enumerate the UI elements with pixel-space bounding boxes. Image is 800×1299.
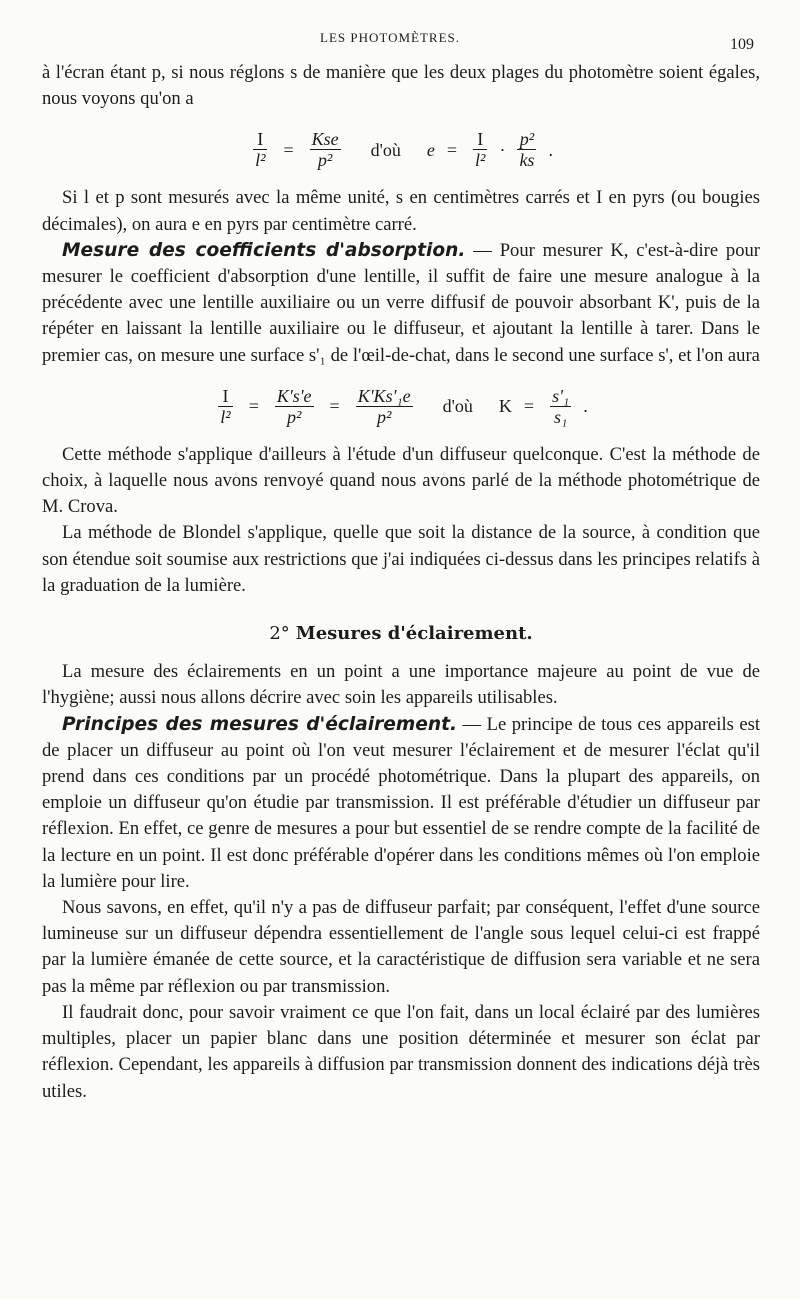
paragraph-9: Il faudrait donc, pour savoir vraiment ce que l'on fait, dans un local éclairé par des lumières multiples, placer un papier blanc dans une position déterminée et mesurer son éclat par réflexion. Cependant, les appareils à diffusion par transmission donnent des indications déjà très utiles. [42, 1001, 760, 1102]
formula-word: d'où [370, 139, 401, 160]
paragraph-4: Cette méthode s'applique d'ailleurs à l'étude d'un diffuseur quelconque. C'est la méthode de choix, à laquelle nous avons renvoyé quand nous avons parlé de la méthode photométrique de M. Crova. [42, 443, 760, 518]
running-title: LES PHOTOMÈTRES. [320, 30, 460, 45]
fraction-i-over-l2: $\frac{I}{\text{l²}}$ [255, 129, 266, 171]
formula-1: $\frac{I}{\text{l²}}$ = $\frac{\text{Kse}}{\text{p²}}$ d'où e = $\frac{I}{\text{l²}}$ · $\frac{\text{p²}}{ks}$ . [255, 129, 553, 171]
paragraph-5: La méthode de Blondel s'applique, quelle que soit la distance de la source, à condition que son étendue soit soumise aux restrictions que j'ai indiquées ci-dessus dans les principes relatifs à la graduation de la lumière. [42, 522, 760, 596]
fraction-p2-over-ks: $\frac{\text{p²}}{ks}$ [519, 129, 535, 171]
paragraph-3: Mesure des coefficients d'absorption. — Pour mesurer K, c'est-à-dire pour mesurer le coefficient d'absorption d'une lentille, il suffit de faire une mesure analogue à la précédente avec une lentille auxiliaire ou un verre diffusif de pouvoir absorbant K', puis de la répéter en laissant la lentille auxiliaire ou le diffuseur, et ajoutant la lentille à tarer. Dans le premier cas, on mesure une surface s'₁ de l'œil-de-chat, dans le second une surface s', et l'on aura [42, 239, 760, 366]
formula-2: $\frac{I}{\text{l²}}$ = $\frac{K's'e}{\text{p²}}$ = $\frac{\text{K'Ks'₁e}}{\text{p²}}$ d'où K = $\frac{\text{s'₁}}{\text{s₁}}$ . [220, 385, 588, 427]
fraction-i-over-l2-b: $\frac{I}{\text{l²}}$ [475, 129, 486, 171]
paragraph-7: Principes des mesures d'éclairement. — Le principe de tous ces appareils est de placer un diffuseur au point où l'on veut mesurer l'éclairement et de mesurer l'éclat qu'il prend dans ces conditions par un procédé photométrique. Dans la plupart des appareils, on emploie un diffuseur qu'on étudie par transmission. Il est préférable d'étudier un diffuseur par réflexion. En effet, ce genre de mesures a pour but essentiel de se rendre compte de la facilité de la lecture en un point. Il est donc préférable d'opérer dans les conditions mêmes où l'on emploie la lumière pour lire. [42, 713, 760, 892]
paragraph-1: à l'écran étant p, si nous réglons s de manière que les deux plages du photomètre soient égales, nous voyons qu'on a [42, 62, 760, 110]
fraction-kse-over-p2: $\frac{\text{Kse}}{\text{p²}}$ [311, 129, 339, 171]
paragraph-6: La mesure des éclairements en un point a une importance majeure au point de vue de l'hygiène; aussi nous allons décrire avec soin les appareils utilisables. [42, 661, 760, 709]
section-title: 2° Mesures d'éclairement. [269, 623, 533, 645]
page-number: 109 [730, 36, 754, 53]
heading-principes: Principes des mesures d'éclairement. [62, 713, 458, 735]
page-header [0, 22, 800, 53]
heading-absorption: Mesure des coefficients d'absorption. [62, 239, 466, 261]
page-body [42, 60, 760, 1105]
paragraph-8: Nous savons, en effet, qu'il n'y a pas de diffuseur parfait; par conséquent, l'effet d'une source lumineuse sur un diffuseur dépendra essentiellement de l'angle sous lequel celui-ci est frappé par la lumière émanée de cette source, et la caractéristique de diffusion sera variable et ne sera pas la même par réflexion ou par transmission. [42, 897, 760, 997]
paragraph-2: Si l et p sont mesurés avec la même unité, s en centimètres carrés et I en pyrs (ou bougies décimales), on aura e en pyrs par centimètre carré. [42, 187, 760, 235]
